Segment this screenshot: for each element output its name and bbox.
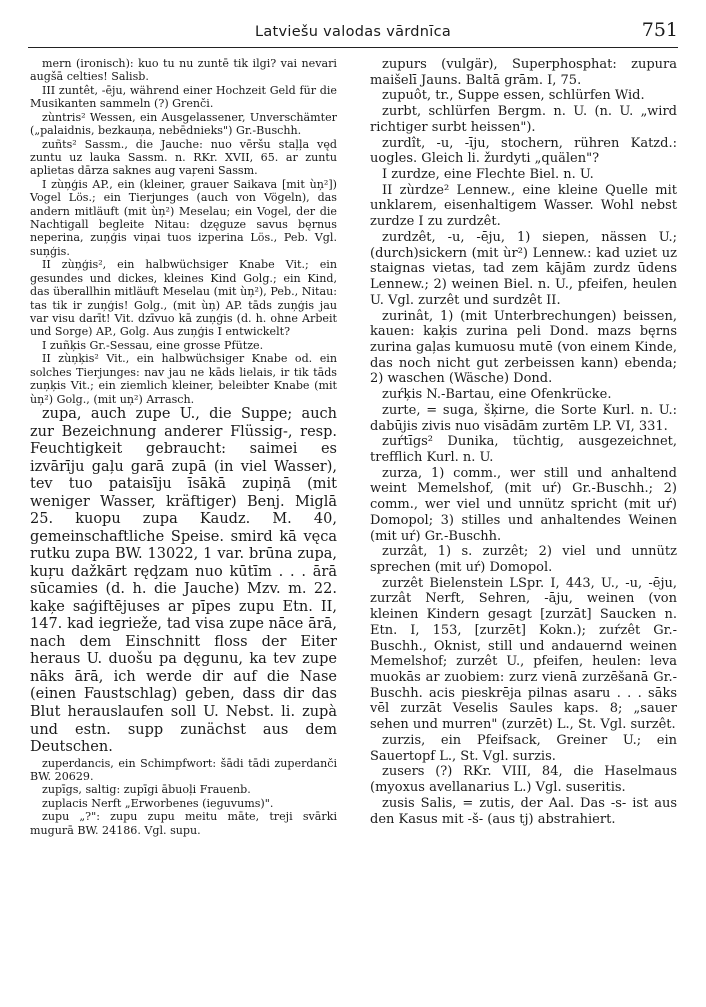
right-column [370,57,677,827]
dictionary-entry: zuŕtīgs² Dunika, tüchtig, ausgezeichnet, trefflich Kurl. n. U. [370,434,677,465]
page-header [28,18,678,48]
dictionary-entry: zurinât, 1) (mit Unterbrechungen) beissen, kauen: kaķis zurina peli Dond. mazs bęrns zurina gaļas kumuosu mutē (von einem Kinde, das noch nicht gut zerbeissen kann) ebenda; 2) waschen (Wäsche) Dond. [370,308,677,387]
dictionary-entry: zurzêt Bielenstein LSpr. I, 443, U., -u, -ēju, zurzât Nerft, Sehren, -āju, weinen (von kleinen Kindern gesagt [zurzāt] Saucken n. Etn. I, 153, [zurzēt] Kokn.); zuŕzêt Gr.-Buschh., Oknist, still und andauernd weinen Memelshof; zurzêt U., pfeifen, heulen: leva muokās ar zuobiem: zurz vienā zurzēšanā Gr.-Buschh. acis pieskrēja pilnas asaru . . . sāks vēl zurzāt Veselis Saules kaps. 8; „sauer sehen und murren" (zurzēt) L., St. Vgl. surzêt. [370,575,677,733]
dictionary-entry: zuplacis Nerft „Erworbenes (ieguvums)". [42,796,274,810]
dictionary-entry: zurdît, -u, -īju, stochern, rühren Katzd.: uogles. Gleich li. žurdyti „quälen"? [370,135,677,167]
dictionary-entry: zurzât, 1) s. zurzêt; 2) viel und unnütz sprechen (mit uŕ) Domopol. [370,544,677,575]
dictionary-entry: zurte, = suga, šķirne, die Sorte Kurl. n. U.: dabūjis zivis nuo visādām zurtēm LP. VI, 331. [370,402,677,434]
dictionary-entry: I zuñķis Gr.-Sessau, eine grosse Pfütze. [42,338,264,352]
dictionary-entry: zupuôt, tr., Suppe essen, schlürfen Wid. [382,88,645,104]
dictionary-entry: I zurdze, eine Flechte Biel. n. U. [382,167,594,183]
dictionary-entry: zurzis, ein Pfeifsack, Greiner U.; ein Sauertopf L., St. Vgl. surzis. [370,732,677,764]
header-rule [28,47,678,48]
dictionary-entry: mern (ironisch): kuo tu nu zuntē tik ilgi? vai nevari augšā celties! Salisb. [30,57,337,84]
dictionary-entry: zupurs (vulgär), Superphosphat: zupura maišelī Jauns. Baltā grām. I, 75. [370,57,677,88]
dictionary-entry: zuperdancis, ein Schimpfwort: šādi tādi zuperdanči BW. 20629. [30,756,337,784]
dictionary-entry: I zùņģis AP., ein (kleiner, grauer Saikava [mit ùņ²]) Vogel Lös.; ein Tierjunges (auch von Vögeln), das andern mitläuft (mit ùņ²) Meselau; ein Vogel, der die Nachtigall begleite Nitau: dzęguze savus bęrnus neperina, zuņģis viņai tuos izperina Lös., Peb. Vgl. suņģis. [30,177,337,258]
left-column [30,57,337,837]
dictionary-entry: zusis Salis, = zutis, der Aal. Das -s- ist aus den Kasus mit -š- (aus tj) abstrahiert. [370,795,677,827]
dictionary-entry: zuñts² Sassm., die Jauche: nuo vēršu staļļa vęd zuntu uz lauka Sassm. n. RKr. XVII, 65. ar zuntu aplietas dārza saknes aug vaŗeni Sassm. [30,137,337,178]
dictionary-entry: zurdzêt, -u, -ēju, 1) siepen, nässen U.; (durch)sickern (mit ùr²) Lennew.: kad uziet uz staignas vietas, tad zem kājām zurdz ūdens Lennew.; 2) weinen Biel. n. U., pfeifen, heulen U. Vgl. zurzêt und surdzêt II. [370,229,677,308]
dictionary-entry: II zùrdze² Lennew., eine kleine Quelle mit unklarem, eisenhaltigem Wasser. Wohl nebst zurdze I zu zurdzêt. [370,182,677,230]
dictionary-entry: II zùņķis² Vit., ein halbwüchsiger Knabe od. ein solches Tierjunges: nav jau ne kāds lielais, ir tik tāds zuņķis Vit.; ein ziemlich kleiner, beleibter Knabe (mit ùņ²) Golg., (mit uņ²) Arrasch. [30,352,337,406]
dictionary-entry: II zùņģis², ein halbwüchsiger Knabe Vit.; ein gesundes und dickes, kleines Kind Golg.; ein Kind, das überallhin mitläuft Meselau (mit ùņ²), Peb., Nitau: tas tik ir zuņģis! Golg., (mit ùņ) AP. tāds zuņģis jau var visu darīt! Vit. dzīvuo kā zuņģis (d. h. ohne Arbeit und Sorge) AP., Golg. Aus zuņģis I entwickelt? [30,258,337,339]
dictionary-entry: III zuntêt, -ēju, während einer Hochzeit Geld für die Musikanten sammeln (?) Grenči. [30,83,337,111]
page-number: 751 [641,19,678,41]
dictionary-entry: zupa, auch zupe U., die Suppe; auch zur Bezeichnung anderer Flüssig-, resp. Feuchtigkeit gebraucht: saimei es izvārīju gaļu garā zupā (in viel Wasser), tev tuo pataisīju īsākā zupiņā (mit weniger Wasser, kräftiger) Benj. Miglā 25. kuopu zupa Kaudz. M. 40, gemeinschaftliche Speise. smird kā vęca rutku zupa BW. 13022, 1 var. brūna zupa, kuŗu dažkārt ręḑzam nuo kūtīm . . . ārā sūcamies (d. h. die Jauche) Mzv. m. 22. kaķe saģiftējuses ar pīpes zupu Etn. II, 147. kad iegrieže, tad visa zupe nāce ārā, nach dem Einschnitt floss der Eiter heraus U. duošu pa dęgunu, ka tev zupe nāks ārā, ich werde dir auf die Nase (einen Faustschlag) geben, dass dir das Blut herauslaufen soll U. Nebst. li. zupà und estn. supp zunächst aus dem Deutschen. [30,405,337,756]
dictionary-entry: zuŕķis N.-Bartau, eine Ofenkrücke. [382,387,612,403]
dictionary-entry: zupu „?": zupu zupu meitu māte, treji svārki mugurā BW. 24186. Vgl. supu. [30,810,337,837]
dictionary-entry: zurbt, schlürfen Bergm. n. U. (n. U. „wird richtiger surbt heissen"). [370,104,677,135]
dictionary-entry: zurza, 1) comm., wer still und anhaltend weint Memelshof, (mit uŕ) Gr.-Buschh.; 2) comm., wer viel und unnütz spricht (mit uŕ) Domopol; 3) stilles und anhaltendes Weinen (mit uŕ) Gr.-Buschh. [370,465,677,544]
dictionary-entry: zupīgs, saltig: zupīgi ābuoļi Frauenb. [42,783,251,797]
dictionary-entry: zùntris² Wessen, ein Ausgelassener, Unverschämter („palaidnis, bezkauņa, nebēdnieks") Gr.-Buschh. [30,110,337,138]
dictionary-title: Latviešu valodas vārdnīca [254,24,452,40]
dictionary-entry: zusers (?) RKr. VIII, 84, die Haselmaus (myoxus avellanarius L.) Vgl. suseritis. [370,764,677,796]
